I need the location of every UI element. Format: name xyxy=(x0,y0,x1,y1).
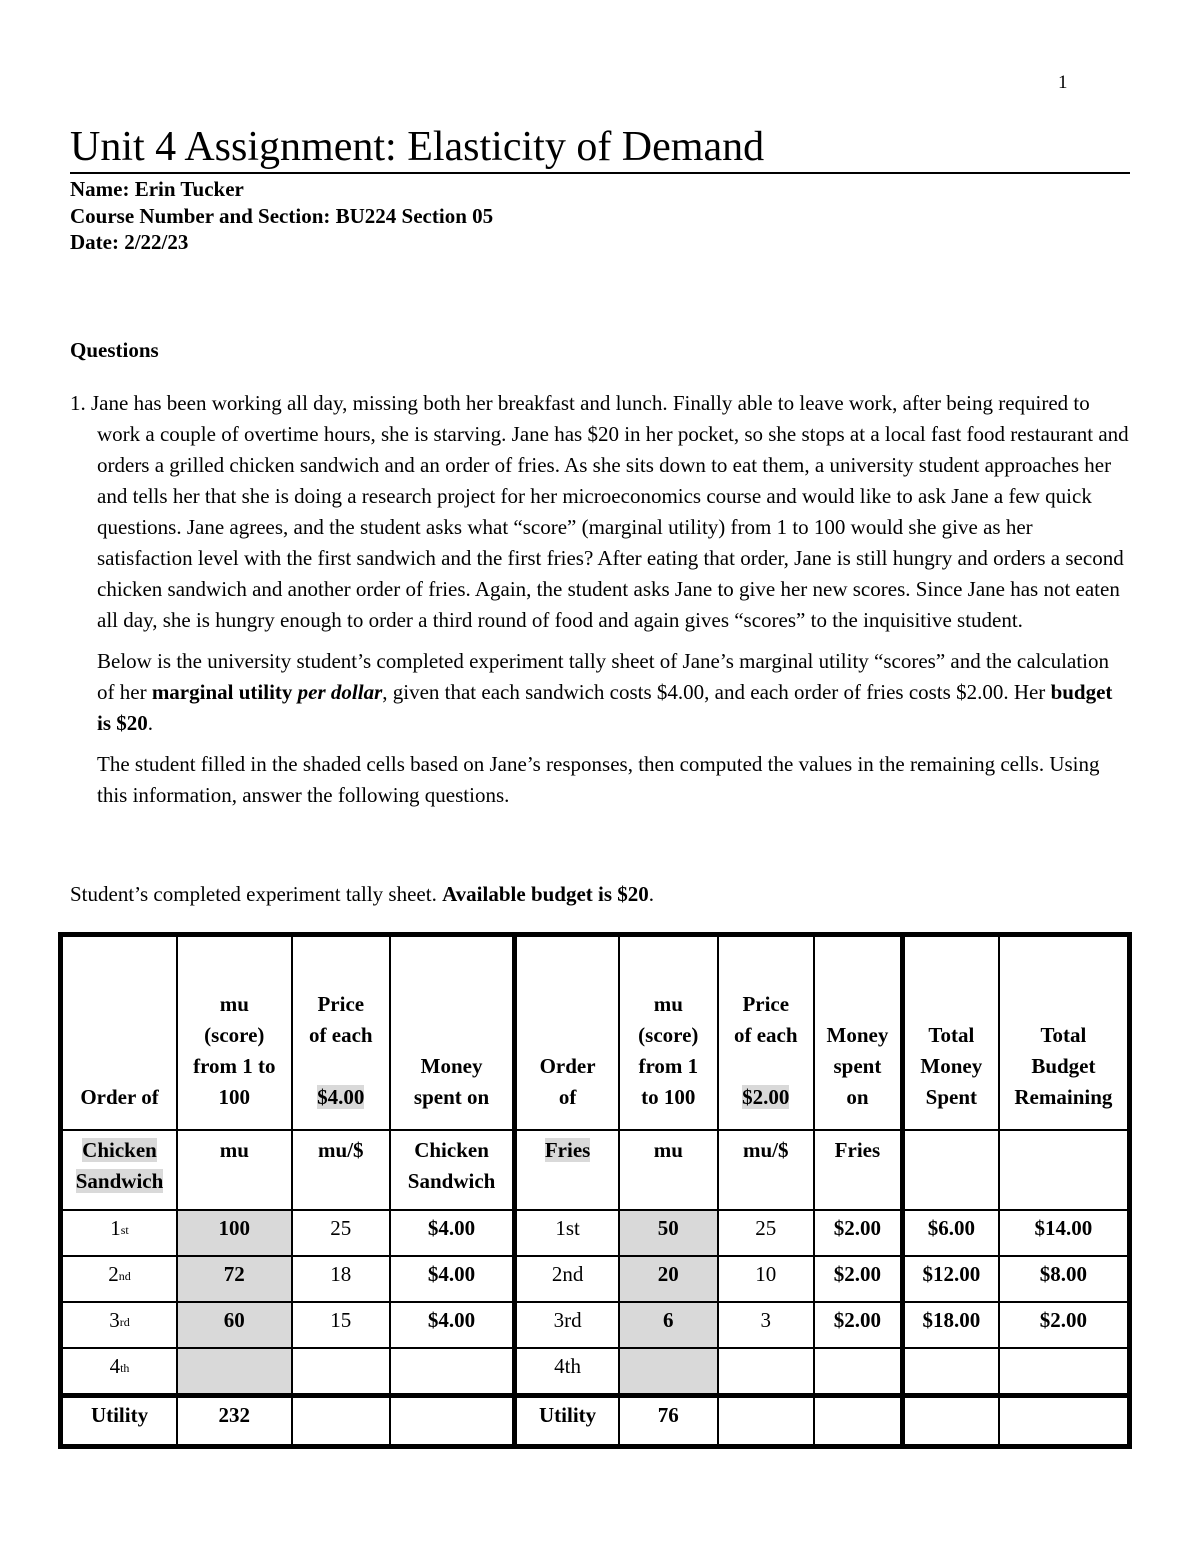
sandwich-price: $4.00 xyxy=(317,1085,365,1109)
tally-intro-prices: , given that each sandwich costs $4.00, and each order of fries costs $2.00. Her xyxy=(382,680,1051,704)
sandwich-utility-total: 232 xyxy=(177,1396,292,1447)
empty-cell xyxy=(814,1396,902,1447)
sandwich-order xyxy=(61,1348,178,1396)
header-price-line: Price xyxy=(742,992,790,1016)
order-number: 1 xyxy=(110,1216,121,1240)
header-mu-line: to 100 xyxy=(641,1085,696,1109)
table-caption-end: . xyxy=(648,882,655,906)
empty-cell xyxy=(902,1396,998,1447)
order-suffix: st xyxy=(120,1223,129,1237)
empty-cell xyxy=(999,1396,1130,1447)
table-row xyxy=(61,1256,1130,1302)
total-money-spent xyxy=(902,1348,998,1396)
header-total-budget xyxy=(999,935,1130,1131)
header-money-line: spent xyxy=(833,1054,882,1078)
header-total-line: Money xyxy=(920,1054,983,1078)
course-section: Course Number and Section: BU224 Section 05 xyxy=(70,203,494,228)
fries-mu: 6 xyxy=(619,1302,717,1348)
total-money-spent: $12.00 xyxy=(902,1256,998,1302)
fries-mu-per-dollar: 25 xyxy=(718,1210,814,1256)
chicken-label-line: Chicken xyxy=(414,1138,489,1162)
budget-term: budget is $20 xyxy=(97,680,1113,735)
header-mu-line: 100 xyxy=(218,1085,251,1109)
sandwich-order xyxy=(61,1210,178,1256)
header-money-line: Money xyxy=(420,1054,483,1078)
student-name: Name: Erin Tucker xyxy=(70,177,244,201)
header-fries-order xyxy=(515,935,619,1131)
fries-mu-per-dollar: 3 xyxy=(718,1302,814,1348)
fries-spent: $2.00 xyxy=(814,1302,902,1348)
per-dollar-term: per dollar xyxy=(297,680,383,704)
header-price-line: Price xyxy=(317,992,365,1016)
sandwich-order xyxy=(61,1302,178,1348)
header-sandwich-money xyxy=(390,935,515,1131)
header-row-1 xyxy=(61,935,1130,1131)
table-row xyxy=(61,1302,1130,1348)
question-1-tally-intro xyxy=(70,646,1130,739)
fries-mu-per-dollar xyxy=(718,1348,814,1396)
question-1-scenario: 1. Jane has been working all day, missing both her breakfast and lunch. Finally able to leave work, after being required to work a couple of overtime hours, she is starving. Jane has $20 in her pocket, so she stops at a local fast food restaurant and orders a grilled chicken sandwich and an order of fries. As she sits down to eat them, a university student approaches her and tells her that she is doing a research project for her microeconomics course and would like to ask Jane a few quick questions. Jane agrees, and the student asks what “score” (marginal utility) from 1 to 100 would she give as her satisfaction level with the first sandwich and the first fries? After eating that order, Jane is still hungry and orders a second chicken sandwich and another order of fries. Again, the student asks Jane to give her new scores. Since Jane has not eaten all day, she is hungry enough to order a third round of food and again gives “scores” to the inquisitive student. xyxy=(70,391,1129,632)
fries-mu xyxy=(619,1348,717,1396)
student-info xyxy=(70,176,493,256)
header-fries xyxy=(515,1130,619,1210)
header-mu-line: (score) xyxy=(204,1023,265,1047)
header-row-2 xyxy=(61,1130,1130,1210)
header-order-of xyxy=(61,935,178,1131)
header-chicken-sandwich xyxy=(61,1130,178,1210)
header-fries-spent: Fries xyxy=(814,1130,902,1210)
empty-cell xyxy=(292,1396,390,1447)
sandwich-spent xyxy=(390,1348,515,1396)
questions-heading: Questions xyxy=(70,338,159,362)
header-price-line: of each xyxy=(309,1023,373,1047)
header-mu-line: mu xyxy=(219,992,249,1016)
header-total-line: Spent xyxy=(925,1085,978,1109)
header-fries-price xyxy=(718,935,814,1131)
header-money-line: Money xyxy=(826,1023,889,1047)
header-chicken-sandwich-spent xyxy=(390,1130,515,1210)
order-suffix: rd xyxy=(119,1315,130,1329)
order-number: 4 xyxy=(109,1354,121,1378)
order-suffix: th xyxy=(120,1361,130,1375)
header-blank xyxy=(902,1130,998,1210)
fries-mu-per-dollar: 10 xyxy=(718,1256,814,1302)
fries-order: 2nd xyxy=(515,1256,619,1302)
header-money-line: spent on xyxy=(413,1085,490,1109)
sandwich-mu-per-dollar: 15 xyxy=(292,1302,390,1348)
sandwich-mu: 100 xyxy=(177,1210,292,1256)
fries-order: 4th xyxy=(515,1348,619,1396)
utility-total-row xyxy=(61,1396,1130,1447)
header-fries-mu-2: mu xyxy=(619,1130,717,1210)
fries-spent: $2.00 xyxy=(814,1210,902,1256)
table-row xyxy=(61,1348,1130,1396)
sandwich-mu xyxy=(177,1348,292,1396)
fries-order: 3rd xyxy=(515,1302,619,1348)
header-order-line: Order xyxy=(539,1054,596,1078)
fries-mu: 50 xyxy=(619,1210,717,1256)
tally-sheet-table xyxy=(58,932,1132,1449)
sandwich-mu: 72 xyxy=(177,1256,292,1302)
header-order-of-label: Order of xyxy=(80,1085,159,1109)
fries-utility-label: Utility xyxy=(515,1396,619,1447)
available-budget: Available budget is $20 xyxy=(442,882,649,906)
header-fries-money xyxy=(814,935,902,1131)
order-number: 2 xyxy=(108,1262,119,1286)
question-1-instructions: The student filled in the shaded cells based on Jane’s responses, then computed the values in the remaining cells. Using this information, answer the following questions. xyxy=(97,752,1100,807)
fries-utility-total: 76 xyxy=(619,1396,717,1447)
order-suffix: nd xyxy=(118,1269,131,1283)
sandwich-utility-label: Utility xyxy=(61,1396,178,1447)
assignment-date: Date: 2/22/23 xyxy=(70,230,189,254)
header-budget-line: Total xyxy=(1040,1023,1087,1047)
order-number: 3 xyxy=(109,1308,120,1332)
page-number: 1 xyxy=(1058,72,1068,93)
sandwich-spent: $4.00 xyxy=(390,1302,515,1348)
tally-intro-end: . xyxy=(147,711,154,735)
header-mu: mu xyxy=(177,1130,292,1210)
header-sandwich-mu xyxy=(177,935,292,1131)
fries-label: Fries xyxy=(544,1138,591,1162)
header-fries-mu xyxy=(619,935,717,1131)
empty-cell xyxy=(718,1396,814,1447)
budget-remaining: $8.00 xyxy=(999,1256,1130,1302)
chicken-label-line: Chicken xyxy=(82,1138,157,1162)
fries-price: $2.00 xyxy=(742,1085,790,1109)
header-budget-line: Remaining xyxy=(1014,1085,1113,1109)
marginal-utility-term: marginal utility xyxy=(151,680,298,704)
budget-remaining xyxy=(999,1348,1130,1396)
header-total-line: Total xyxy=(928,1023,975,1047)
fries-order: 1st xyxy=(515,1210,619,1256)
chicken-label-line: Sandwich xyxy=(75,1169,164,1193)
header-mu-line: from 1 xyxy=(638,1054,699,1078)
header-budget-line: Budget xyxy=(1031,1054,1096,1078)
header-mu-line: (score) xyxy=(638,1023,699,1047)
question-1 xyxy=(70,388,1130,811)
header-mu-per-dollar: mu/$ xyxy=(292,1130,390,1210)
budget-remaining: $2.00 xyxy=(999,1302,1130,1348)
table-row xyxy=(61,1210,1130,1256)
header-blank xyxy=(999,1130,1130,1210)
empty-cell xyxy=(390,1396,515,1447)
table-caption xyxy=(70,882,654,907)
total-money-spent: $18.00 xyxy=(902,1302,998,1348)
header-mu-line: from 1 to xyxy=(193,1054,276,1078)
header-order-line: of xyxy=(558,1085,577,1109)
fries-spent xyxy=(814,1348,902,1396)
total-money-spent: $6.00 xyxy=(902,1210,998,1256)
chicken-label-line: Sandwich xyxy=(407,1169,496,1193)
header-price-line: of each xyxy=(733,1023,798,1047)
header-sandwich-price xyxy=(292,935,390,1131)
fries-spent: $2.00 xyxy=(814,1256,902,1302)
sandwich-mu-per-dollar: 25 xyxy=(292,1210,390,1256)
sandwich-spent: $4.00 xyxy=(390,1256,515,1302)
header-money-line: on xyxy=(846,1085,869,1109)
budget-remaining: $14.00 xyxy=(999,1210,1130,1256)
tally-intro-text: Below is the university student’s completed experiment tally sheet of Jane’s marginal utility “scores” and the calculation of her xyxy=(97,649,1110,704)
header-total-money xyxy=(902,935,998,1131)
sandwich-mu: 60 xyxy=(177,1302,292,1348)
sandwich-order xyxy=(61,1256,178,1302)
sandwich-spent: $4.00 xyxy=(390,1210,515,1256)
header-fries-mu-per-dollar: mu/$ xyxy=(718,1130,814,1210)
table-caption-text: Student’s completed experiment tally sheet. xyxy=(70,882,443,906)
header-mu-line: mu xyxy=(653,992,683,1016)
document-title: Unit 4 Assignment: Elasticity of Demand xyxy=(70,122,1130,174)
sandwich-mu-per-dollar xyxy=(292,1348,390,1396)
sandwich-mu-per-dollar: 18 xyxy=(292,1256,390,1302)
fries-mu: 20 xyxy=(619,1256,717,1302)
